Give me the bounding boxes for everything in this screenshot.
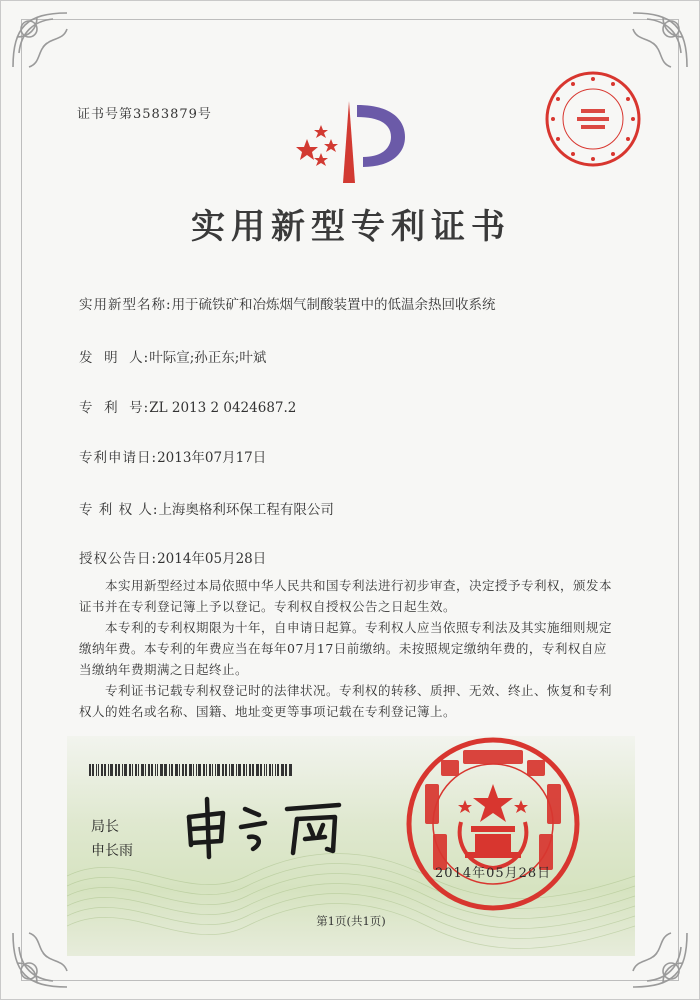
field-label: 专 利 号: — [79, 400, 150, 416]
field-label: 发 明 人: — [79, 350, 150, 366]
agency-seal-icon — [541, 67, 645, 171]
field-label: 专利申请日: — [79, 450, 158, 466]
field-application-date — [79, 446, 266, 466]
director-signature-icon — [179, 791, 379, 861]
certificate-number: 证书号第3583879号 — [77, 107, 212, 122]
page-footer: 第1页(共1页) — [316, 914, 386, 928]
field-value: 叶际宣;孙正东;叶斌 — [149, 350, 267, 366]
field-value: 2013年07月17日 — [157, 450, 267, 466]
field-grant-date — [79, 547, 266, 567]
director-name: 申长雨 — [91, 843, 133, 859]
field-label: 实用新型名称: — [79, 297, 172, 313]
national-ipa-seal-icon — [403, 734, 583, 914]
director-block — [91, 815, 133, 863]
field-patent-number — [79, 396, 296, 416]
field-value: ZL 2013 2 0424687.2 — [149, 400, 297, 416]
field-patentee — [79, 498, 334, 518]
director-title: 局长 — [91, 819, 119, 835]
barcode-icon — [89, 761, 295, 773]
seal-date: 2014年05月28日 — [435, 866, 552, 881]
patent-office-logo-icon — [293, 95, 411, 185]
field-value: 上海奥格利环保工程有限公司 — [158, 502, 334, 518]
certificate-title: 实用新型专利证书 — [191, 207, 511, 247]
field-value: 2014年05月28日 — [157, 551, 267, 567]
field-inventor — [79, 346, 266, 366]
body-paragraph: 本实用新型经过本局依照中华人民共和国专利法进行初步审查，决定授予专利权，颁发本证书并在专利登记簿上予以登记。专利权自授权公告之日起生效。 — [79, 578, 613, 614]
field-label: 专 利 权 人: — [79, 502, 159, 518]
body-paragraph: 专利证书记载专利权登记时的法律状况。专利权的转移、质押、无效、终止、恢复和专利权人的姓名或名称、国籍、地址变更等事项记载在专利登记簿上。 — [79, 683, 613, 719]
field-value: 用于硫铁矿和冶炼烟气制酸装置中的低温余热回收系统 — [171, 297, 496, 313]
body-paragraph: 本专利的专利权期限为十年，自申请日起算。专利权人应当依照专利法及其实施细则规定缴纳年费。本专利的年费应当在每年07月17日前缴纳。未按照规定缴纳年费的，专利权自应当缴纳年费期满之日起终止。 — [79, 620, 613, 677]
corner-ornament — [7, 7, 89, 89]
field-label: 授权公告日: — [79, 551, 158, 567]
field-utility-model-name — [79, 293, 496, 313]
